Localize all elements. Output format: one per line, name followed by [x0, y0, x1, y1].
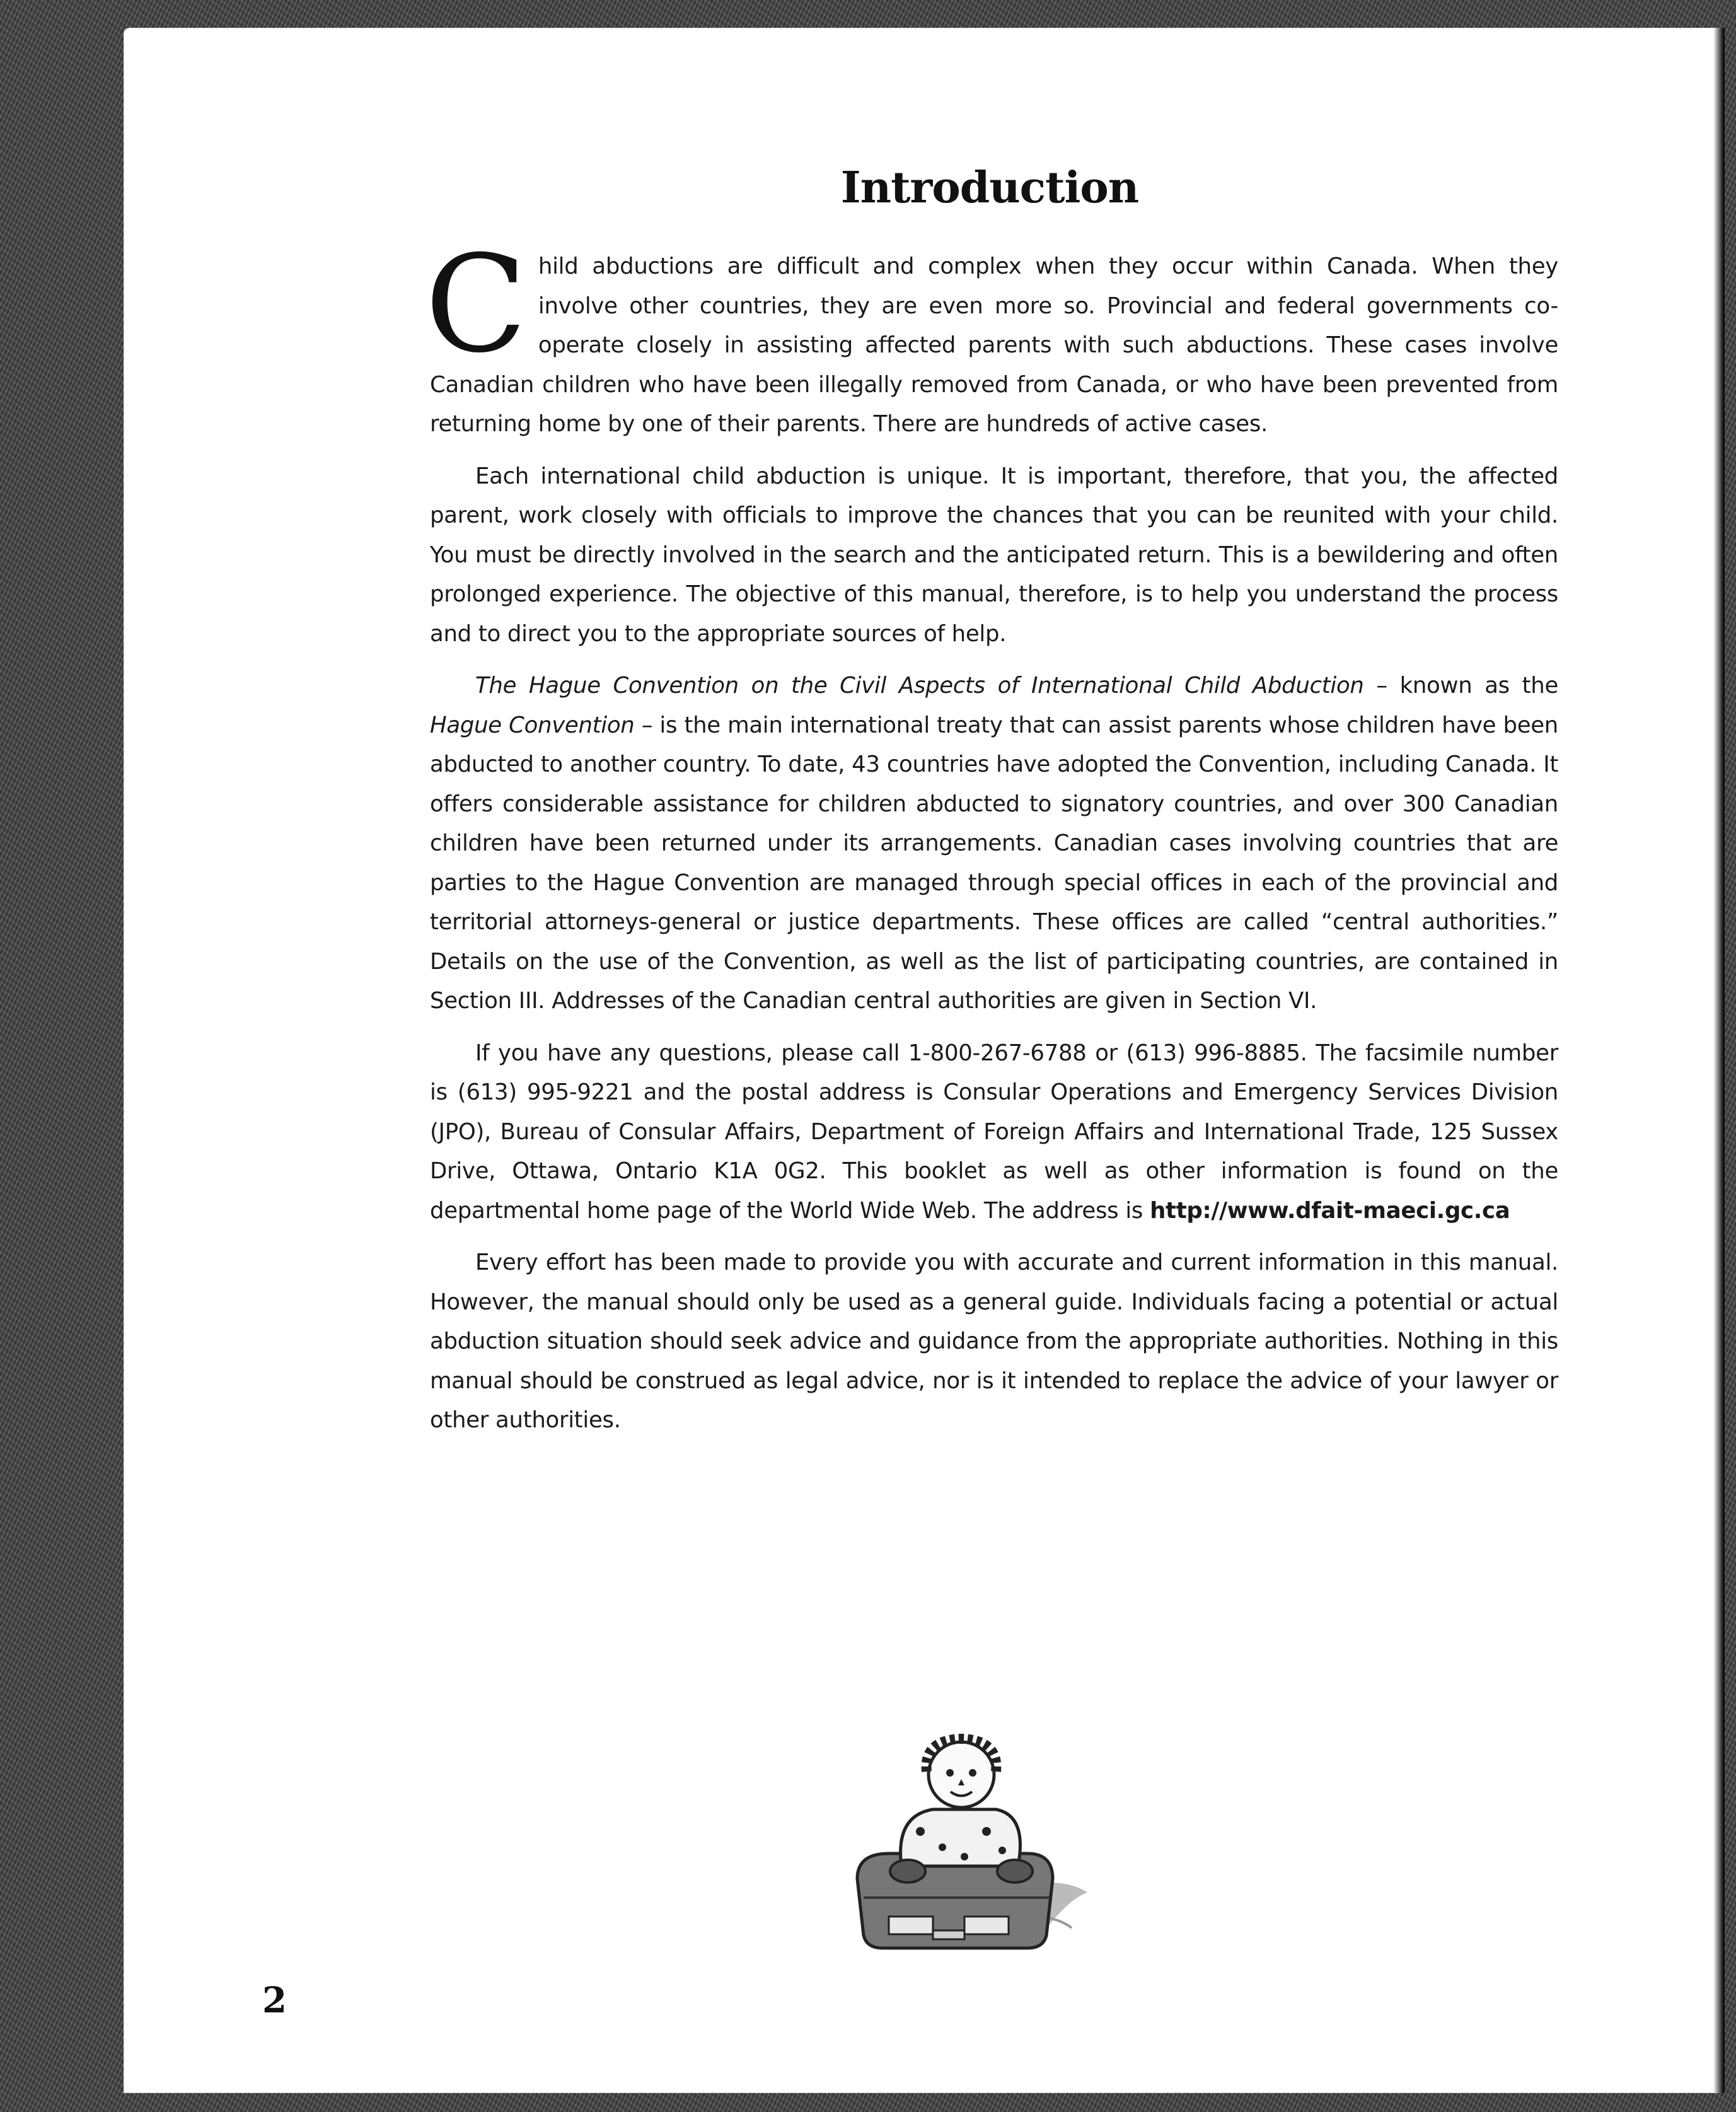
paragraph-1 [425, 226, 1558, 444]
paragraph-3-text-a: – known as the [1363, 673, 1558, 699]
paragraph-4-text: If you have any questions, please call 1-800-267-6788 or (613) 996-8885. The facsimile number is (613) 995-9221 and the postal address is Consular Operations and Emergency Services Division (JPO), Bureau of Consular Affairs, Department of Foreign Affairs and International Trade, 125 Sussex Drive, Ottawa, Ontario K1A 0G2. This booklet as well as other information is found on the departmental home page of the World Wide Web. The address is [430, 1040, 1558, 1224]
convention-full-title: The Hague Convention on the Civil Aspects of International Child Abduction [475, 673, 1364, 699]
drop-cap: C [425, 226, 527, 382]
rag-doll-on-suitcase-icon [838, 1727, 1091, 1967]
page-number: 2 [262, 1980, 287, 2021]
paragraph-4 [430, 1034, 1558, 1231]
paragraph-3-text-b: – is the main international treaty that can assist parents whose children have been abducted to another country. To date, 43 countries have adopted the Convention, including Canada. It offers considerable assistance for children abducted to signatory countries, and over 300 Canadian children have been returned under its arrangements. Canadian cases involving countries that are parties to the Hague Convention are managed through special offices in each of the provincial and territorial attorneys-general or justice departments. These offices are called “central authorities.” Details on the use of the Convention, as well as the list of participating countries, are contained in Section III. Addresses of the Canadian central authorities are given in Section VI. [430, 712, 1558, 1014]
convention-short-title: Hague Convention [430, 712, 635, 738]
paragraph-5: Every effort has been made to provide you with accurate and current information in this manual. However, the manual should only be used as a general guide. Individuals facing a potential or actual abduction situation should seek advice and guidance from the appropriate authorities. Nothing in this manual should be construed as legal advice, nor is it intended to replace the advice of your lawyer or other authorities. [430, 1250, 1558, 1433]
paragraph-1-text: hild abductions are difficult and complex when they occur within Canada. When they involve other countries, they are even more so. Provincial and federal governments co-operate closely in assisting affected parents with such abductions. These cases involve Canadian children who have been illegally removed from Canada, or who have been prevented from returning home by one of their parents. There are hundreds of active cases. [430, 253, 1558, 437]
page-title: Introduction [840, 163, 1139, 213]
paragraph-3 [430, 666, 1558, 1021]
body-text [425, 226, 1558, 1453]
website-url: http://www.dfait-maeci.gc.ca [1150, 1197, 1510, 1224]
paragraph-2: Each international child abduction is unique. It is important, therefore, that you, the affected parent, work closely with officials to improve the chances that you can be reunited with your child. You must be directly involved in the search and the anticipated return. This is a bewildering and often prolonged experience. The objective of this manual, therefore, is to help you understand the process and to direct you to the appropriate sources of help. [430, 463, 1558, 647]
